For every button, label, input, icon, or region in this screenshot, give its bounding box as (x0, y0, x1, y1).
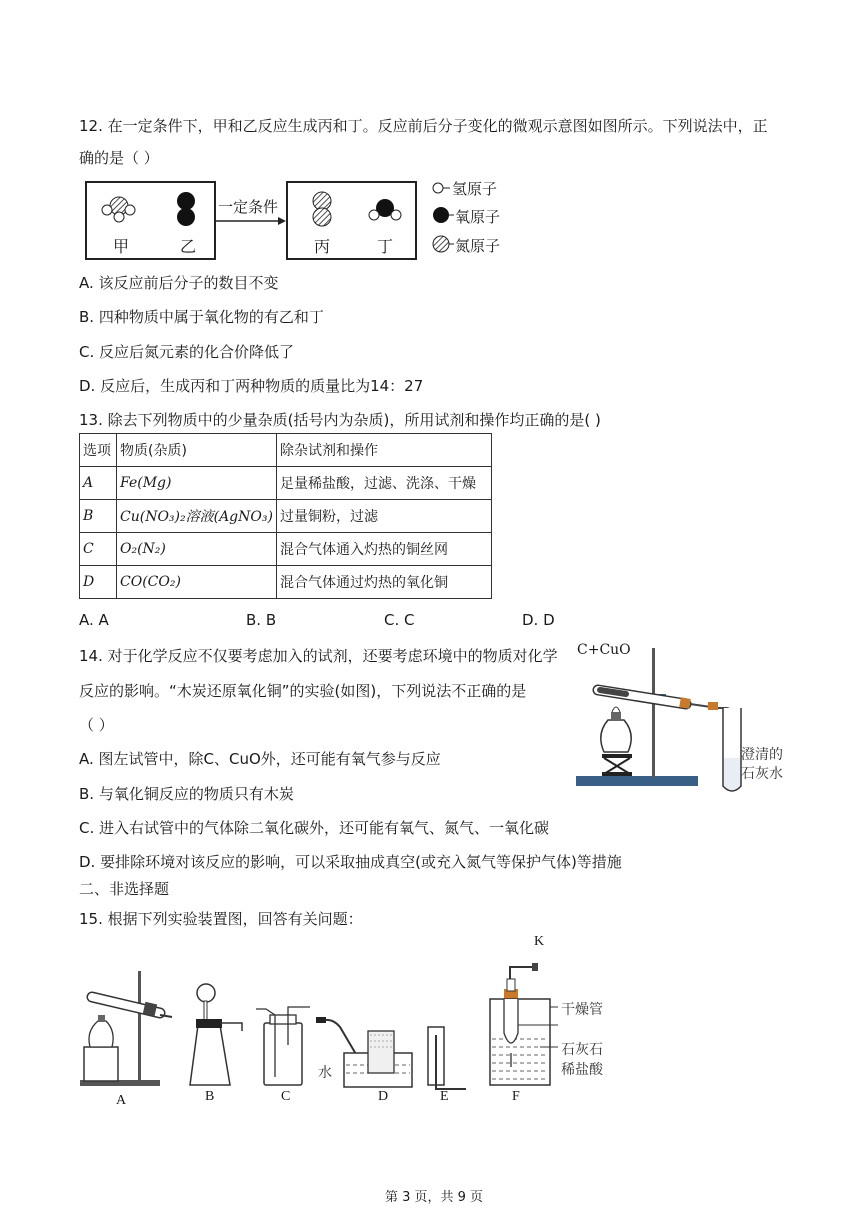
q14-option-d: D. 要排除环境对该反应的影响，可以采取抽成真空(或充入氮气等保护气体)等措施 (79, 853, 622, 871)
apparatus-label-d: D (378, 1089, 389, 1104)
row-method: 混合气体通过灼热的氧化铜 (276, 566, 491, 599)
apparatus-a-icon (80, 971, 172, 1086)
q13-choice-a: A. A (79, 611, 109, 629)
apparatus-label-c: C (281, 1089, 291, 1104)
q14-stem-line3: （ ） (79, 716, 114, 734)
label-bing: 丙 (314, 237, 331, 256)
apparatus-c-icon (256, 1007, 310, 1085)
q12-option-c: C. 反应后氮元素的化合价降低了 (79, 343, 295, 361)
table-row (80, 566, 492, 599)
q12-stem-line2: 确的是（ ） (79, 149, 159, 167)
legend-hydrogen-icon (433, 183, 450, 193)
row-substance: O₂(N₂) (117, 533, 277, 566)
q13-choice-c: C. C (384, 611, 415, 629)
table-header-row (80, 434, 492, 467)
q12-molecule-diagram (0, 0, 868, 300)
row-substance: CO(CO₂) (117, 566, 277, 599)
legend-nitrogen-icon (433, 236, 454, 252)
q13-choice-d: D. D (522, 611, 555, 629)
figure-label-c-cuo: C+CuO (577, 642, 631, 658)
header-option: 选项 (80, 434, 117, 467)
header-substance: 物质(杂质) (117, 434, 277, 467)
row-substance: Cu(NO₃)₂溶液(AgNO₃) (117, 500, 277, 533)
q14-option-c: C. 进入右试管中的气体除二氧化碳外，还可能有氧气、氮气、一氧化碳 (79, 819, 550, 837)
apparatus-e-icon (428, 1027, 466, 1089)
apparatus-label-b: B (205, 1089, 215, 1104)
h2o-molecule-icon (369, 199, 401, 220)
legend-hydrogen: 氢原子 (452, 180, 498, 198)
table-row (80, 533, 492, 566)
q13-stem: 13. 除去下列物质中的少量杂质(括号内为杂质)，所用试剂和操作均正确的是( ) (79, 411, 601, 429)
figure-label-limewater-1: 澄清的 (741, 747, 783, 763)
table-row (80, 500, 492, 533)
legend-oxygen: 氧原子 (455, 208, 501, 226)
apparatus-label-a: A (116, 1093, 127, 1108)
q13-table (79, 433, 492, 599)
label-k: K (534, 934, 545, 949)
row-option: D (80, 566, 117, 599)
row-method: 足量稀盐酸，过滤、洗涤、干燥 (276, 467, 491, 500)
label-limestone: 石灰石 (561, 1042, 603, 1058)
apparatus-label-e: E (440, 1089, 449, 1104)
q12-option-d: D. 反应后，生成丙和丁两种物质的质量比为14：27 (79, 377, 424, 395)
label-water: 水 (318, 1065, 332, 1081)
legend-nitrogen: 氮原子 (455, 237, 501, 255)
apparatus-f-icon (490, 963, 558, 1085)
n2-molecule-icon (313, 192, 331, 226)
label-jia: 甲 (113, 237, 130, 256)
apparatus-b-icon (190, 984, 242, 1085)
section-heading: 二、非选择题 (79, 880, 170, 898)
q14-option-a: A. 图左试管中，除C、CuO外，还可能有氧气参与反应 (79, 750, 441, 768)
q12-option-b: B. 四种物质中属于氧化物的有乙和丁 (79, 308, 324, 326)
nh3-molecule-icon (102, 197, 135, 222)
q14-stem-line2: 反应的影响。“木炭还原氧化铜”的实验(如图)，下列说法不正确的是 (79, 682, 527, 700)
label-yi: 乙 (180, 237, 197, 256)
label-hydrochloric-acid: 稀盐酸 (561, 1062, 603, 1078)
table-row (80, 467, 492, 500)
q13-choice-b: B. B (246, 611, 277, 629)
arrow-condition-label: 一定条件 (218, 198, 279, 216)
q14-option-b: B. 与氧化铜反应的物质只有木炭 (79, 785, 294, 803)
q12-stem-line1: 12. 在一定条件下，甲和乙反应生成丙和丁。反应前后分子变化的微观示意图如图所示。下列说法中，正 (79, 117, 768, 135)
lab-apparatus-figure (70, 935, 630, 1105)
o2-molecule-icon (177, 192, 195, 226)
row-option: A (80, 467, 117, 500)
row-method: 混合气体通入灼热的铜丝网 (276, 533, 491, 566)
row-option: C (80, 533, 117, 566)
header-method: 除杂试剂和操作 (276, 434, 491, 467)
page-footer: 第 3 页，共 9 页 (384, 1190, 484, 1205)
figure-label-limewater-2: 石灰水 (741, 766, 783, 782)
label-ding: 丁 (377, 237, 394, 256)
legend-oxygen-icon (433, 207, 454, 223)
q12-option-a: A. 该反应前后分子的数目不变 (79, 274, 279, 292)
row-method: 过量铜粉，过滤 (276, 500, 491, 533)
row-option: B (80, 500, 117, 533)
q15-stem: 15. 根据下列实验装置图，回答有关问题： (79, 910, 363, 928)
row-substance: Fe(Mg) (117, 467, 277, 500)
label-drying-tube: 干燥管 (561, 1002, 603, 1018)
apparatus-label-f: F (512, 1089, 520, 1104)
q14-stem-line1: 14. 对于化学反应不仅要考虑加入的试剂，还要考虑环境中的物质对化学 (79, 647, 558, 665)
